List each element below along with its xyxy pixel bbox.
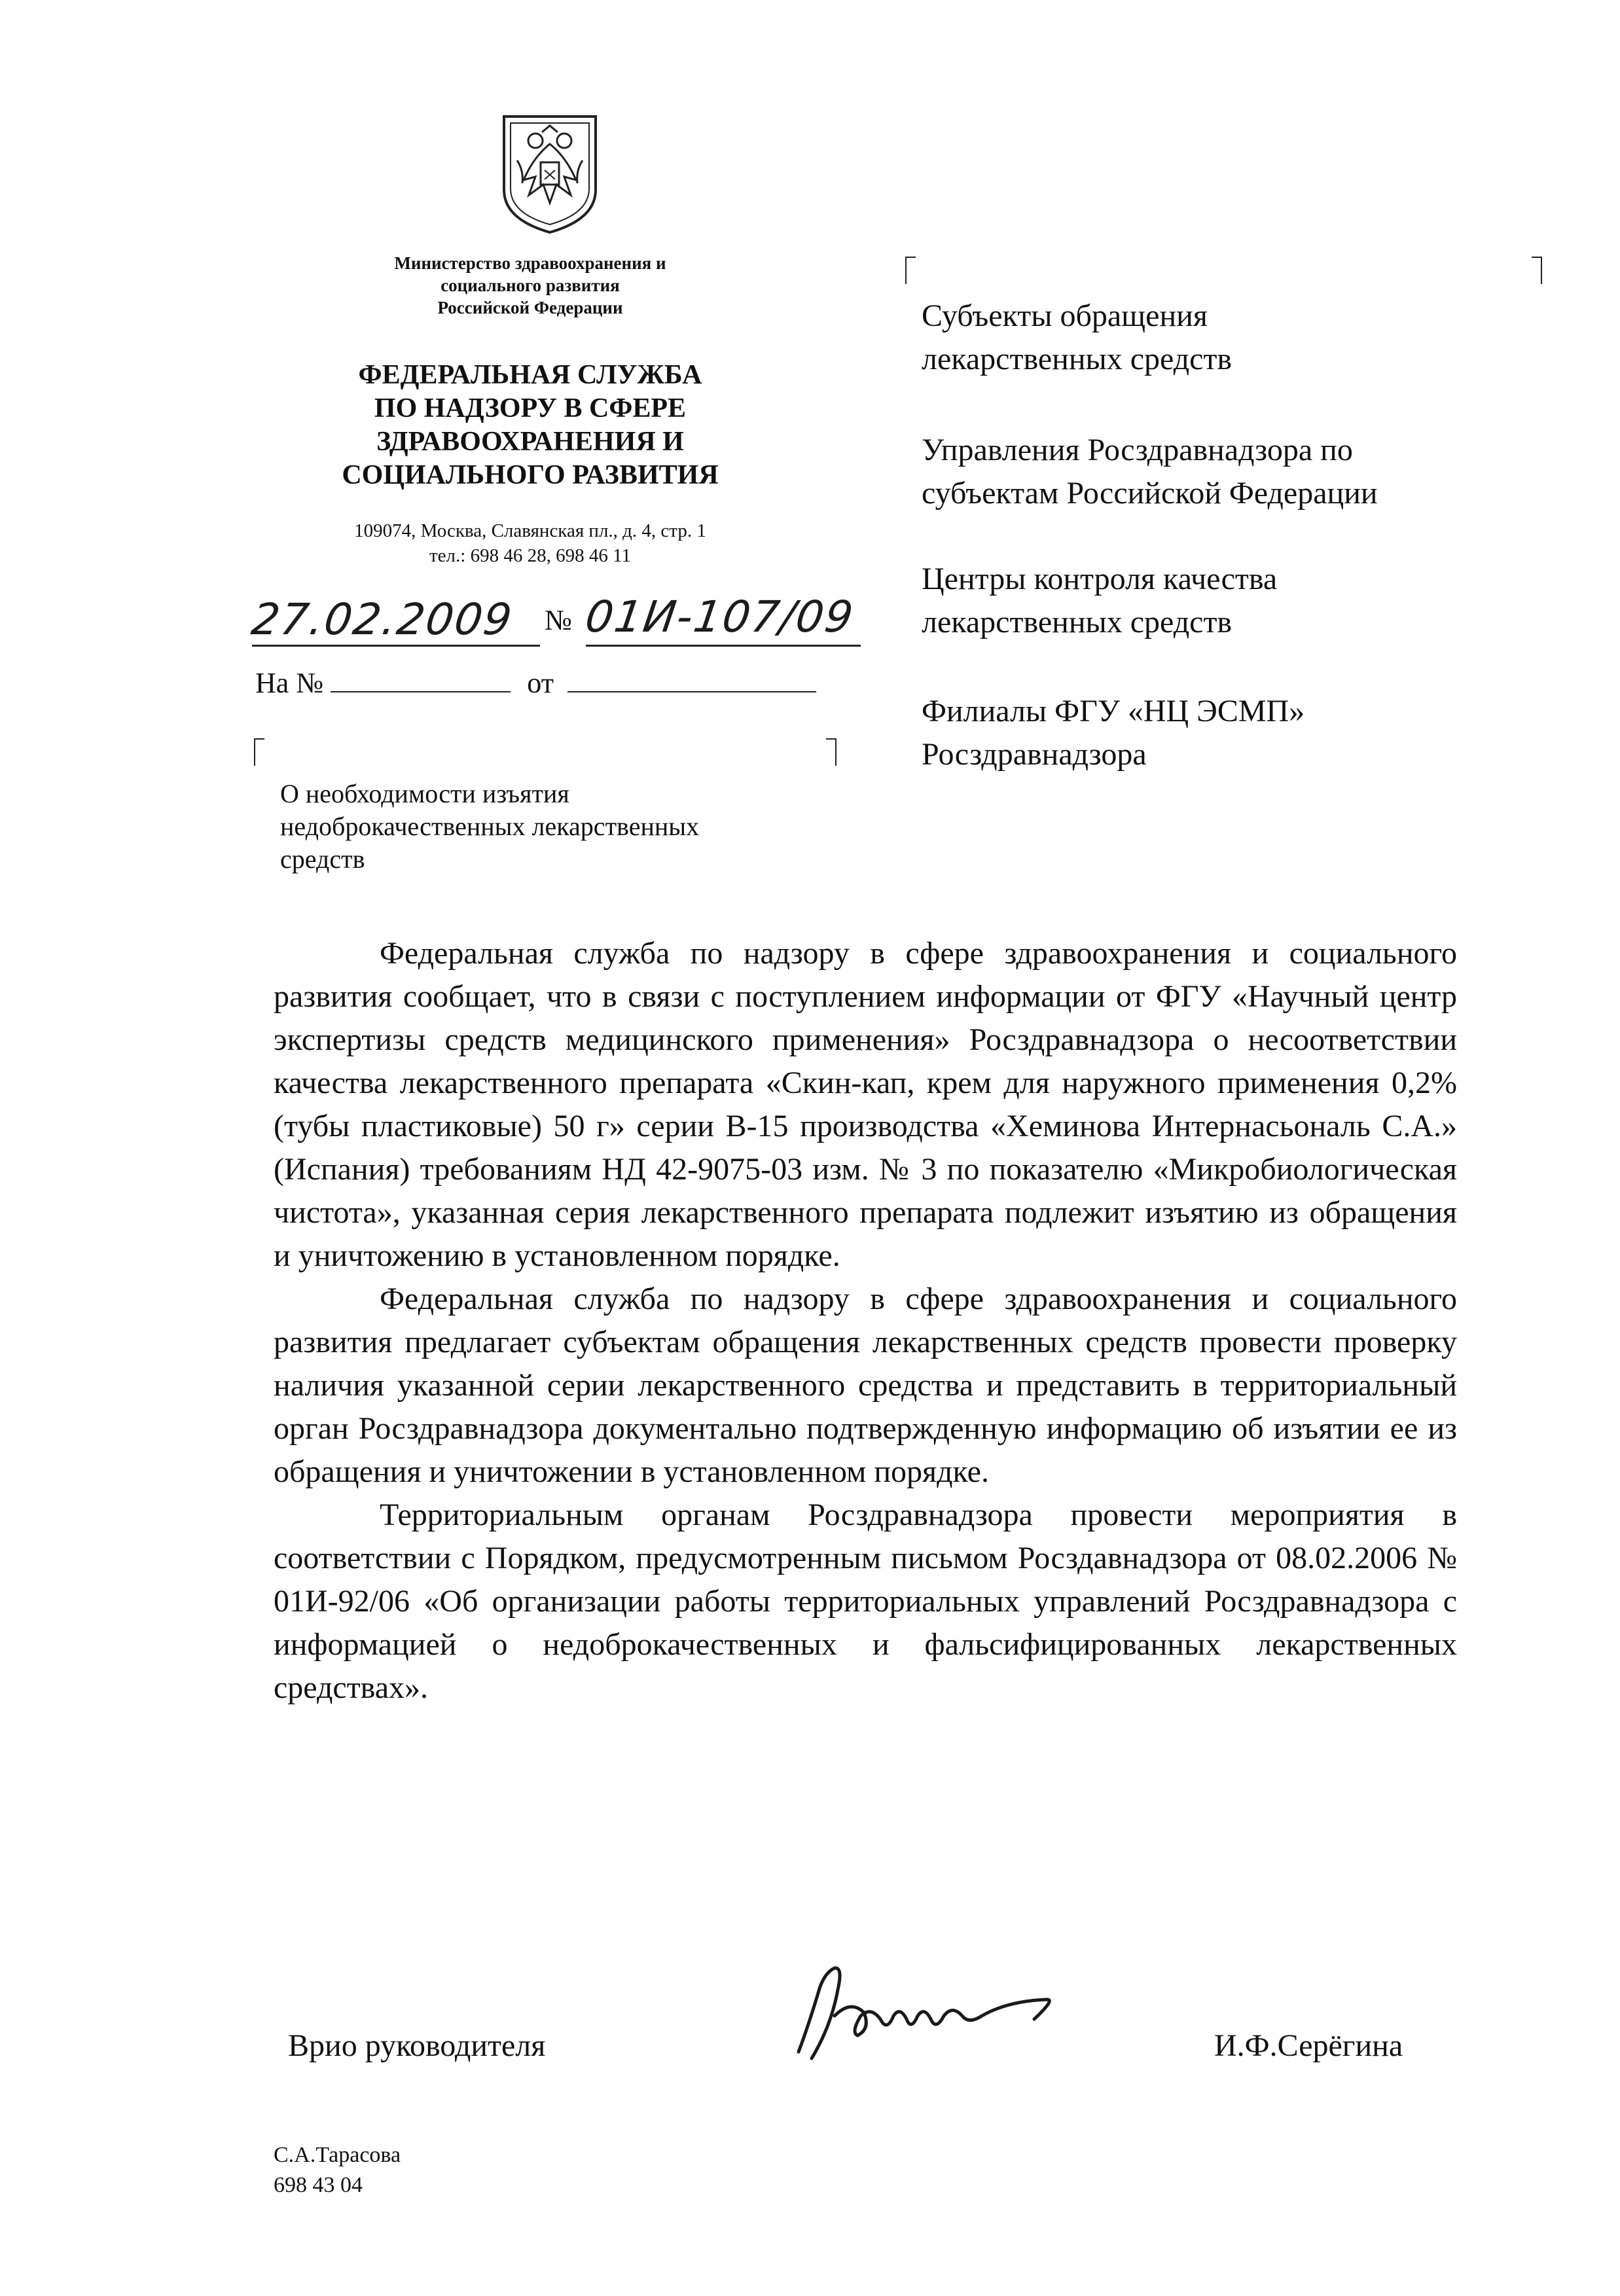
addressee-line: Росздравнадзора [922,737,1147,772]
body-paragraph: Территориальным органам Росздравнадзора провести мероприятия в соответствии с Порядком, предусмотренным письмом Росздавнадзора от 08.02.2006 № 01И-92/06 «Об организации работы территориальных управлений Росздравнадзора с информацией о недоброкачественных и фальсифицированных лекарственных средствах». [274,1498,1457,1705]
ministry-line: Министерство здравоохранения и [394,253,666,273]
executor-info [274,2140,401,2200]
addressee-line: лекарственных средств [922,342,1233,376]
addressee [922,295,1589,381]
coat-of-arms-icon [497,111,602,236]
number-underline [586,645,861,647]
reference-label: На № [255,667,324,699]
addressee-line: субъектам Российской Федерации [922,476,1378,511]
body-paragraph: Федеральная служба по надзору в сфере здравоохранения и социального развития предлагает субъектам обращения лекарственных средств провести проверку наличия указанной серии лекарственного средства и представить в территориальный орган Росздравнадзора документально подтвержденную информацию об изъятии ее из обращения и уничтожении в установленном порядке. [274,1282,1457,1489]
reference-number-field [331,670,511,692]
subject-bracket-right [826,738,837,766]
handwritten-signature-icon [772,1954,1073,2072]
service-line: СОЦИАЛЬНОГО РАЗВИТИЯ [342,460,719,490]
addressee [922,558,1589,644]
addressee-line: Управления Росздравнадзора по [922,433,1353,467]
registration-number-label: № [545,604,572,636]
subject-line: недоброкачественных лекарственных [280,812,700,841]
signer-name: И.Ф.Серёгина [1214,2028,1403,2063]
ministry-line: социального развития [441,276,620,295]
addressee [922,429,1589,515]
signer-title: Врио руководителя [288,2028,546,2063]
ministry-line: Российской Федерации [437,298,623,317]
addressee-line: Субъекты обращения [922,298,1208,333]
addressee [922,690,1589,776]
body-paragraph: Федеральная служба по надзору в сфере здравоохранения и социального развития сообщает, что в связи с поступлением информации от ФГУ «Научный центр экспертизы средств медицинского применения» Росздравнадзора о несоответствии качества лекарственного препарата «Скин-кап, крем для наружного применения 0,2% (тубы пластиковые) 50 г» серии В-15 производства «Хеминова Интернасьональ С.А.» (Испания) требованиям НД 42-9075-03 изм. № 3 по показателю «Микробиологическая чистота», указанная серия лекарственного препарата подлежит изъятию из обращения и уничтожению в установленном порядке. [274,936,1457,1273]
letter-body [274,932,1457,1710]
service-name [275,359,785,492]
executor-phone: 698 43 04 [274,2173,363,2197]
service-line: ПО НАДЗОРУ В СФЕРЕ [374,393,687,423]
ministry-name [314,252,746,319]
executor-name: С.А.Тарасова [274,2143,401,2167]
address-line: тел.: 698 46 28, 698 46 11 [429,545,631,566]
addressee-bracket-right [1532,257,1542,284]
address-line: 109074, Москва, Славянская пл., д. 4, стр. 1 [354,520,706,541]
subject-line: О необходимости изъятия [280,779,569,808]
addressee-line: Центры контроля качества [922,562,1278,596]
service-line: ФЕДЕРАЛЬНАЯ СЛУЖБА [358,360,702,390]
letter-subject [280,778,817,876]
addressee-line: лекарственных средств [922,605,1233,639]
addressee-line: Филиалы ФГУ «НЦ ЭСМП» [922,694,1305,728]
reference-from-label: от [527,667,554,699]
subject-bracket-left [254,738,264,766]
reference-row [255,666,816,700]
reference-date-field [567,670,816,692]
addressee-bracket-left [905,257,916,284]
registration-date: 27.02.2009 [248,594,516,645]
registration-number: 01И-107/09 [582,592,857,642]
service-line: ЗДРАВООХРАНЕНИЯ И [376,427,684,457]
service-address [275,518,785,568]
date-underline [252,645,540,647]
subject-line: средств [280,844,365,874]
